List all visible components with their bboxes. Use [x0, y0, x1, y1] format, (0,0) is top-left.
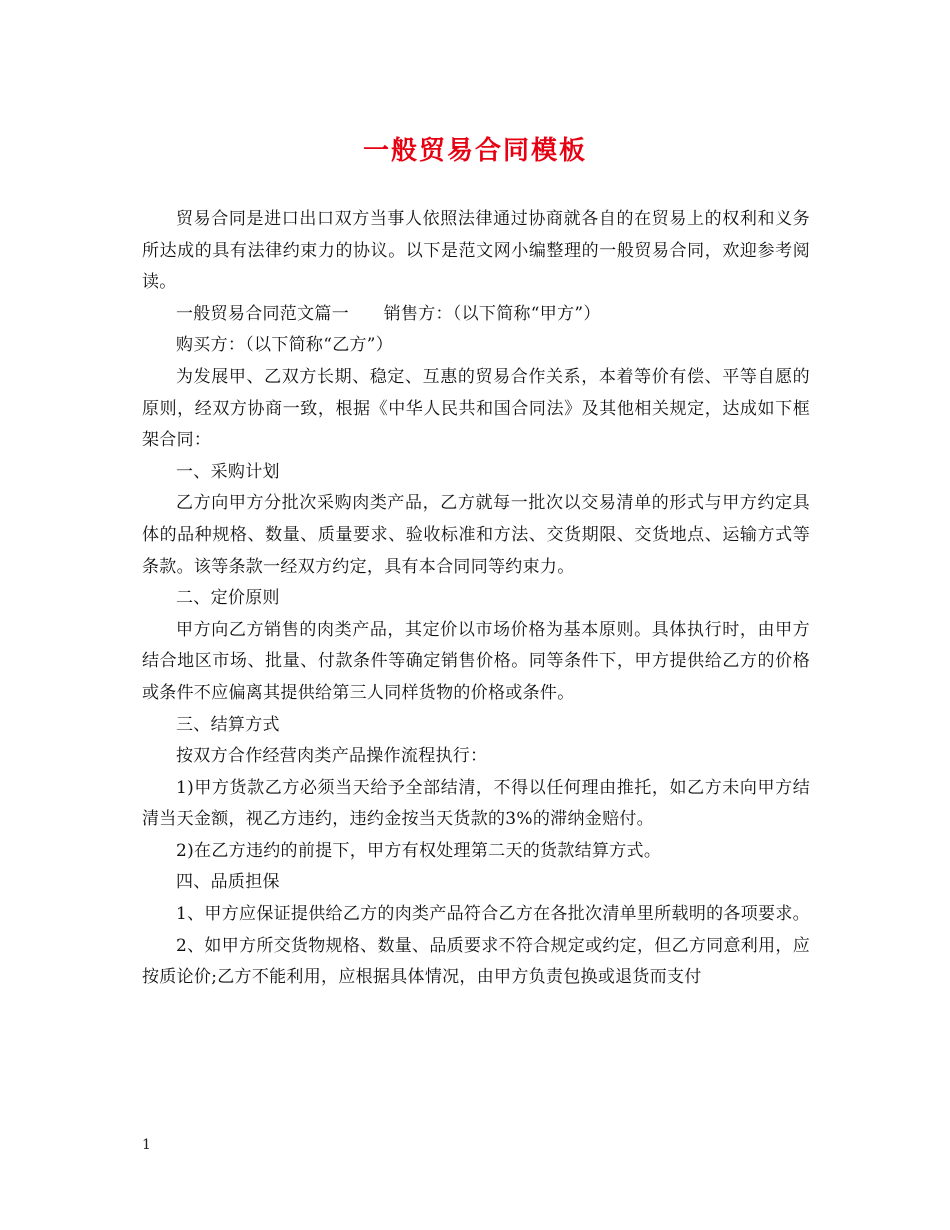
paragraph-settlement: 按双方合作经营肉类产品操作流程执行：: [176, 746, 488, 767]
paragraph-preamble: 为发展甲、乙双方长期、稳定、互惠的贸易合作关系，本着等价有偿、平等自愿的原则，经双方协商一致，根据《中华人民共和国合同法》及其他相关规定，达成如下框架合同：: [142, 366, 810, 451]
paragraph-quality-2: 2、如甲方所交货物规格、数量、品质要求不符合规定或约定，但乙方同意利用，应按质论价;乙方不能利用，应根据具体情况，由甲方负责包换或退货而支付: [142, 935, 810, 988]
page-number: 1: [142, 1137, 151, 1153]
paragraph-settlement-1: 1)甲方货款乙方必须当天给予全部结清，不得以任何理由推托，如乙方未向甲方结清当天金额，视乙方违约，违约金按当天货款的3%的滞纳金赔付。: [142, 777, 810, 830]
paragraph-seller: 一般贸易合同范文篇一 销售方：（以下简称“甲方”）: [176, 303, 601, 324]
section-heading-quality: 四、品质担保: [176, 872, 280, 893]
section-heading-settlement: 三、结算方式: [176, 714, 280, 735]
section-heading-pricing: 二、定价原则: [176, 588, 280, 609]
paragraph-settlement-2: 2)在乙方违约的前提下，甲方有权处理第二天的货款结算方式。: [176, 840, 662, 861]
paragraph-buyer: 购买方：（以下简称“乙方”）: [176, 335, 394, 356]
paragraph-pricing: 甲方向乙方销售的肉类产品，其定价以市场价格为基本原则。具体执行时，由甲方结合地区市场、批量、付款条件等确定销售价格。同等条件下，甲方提供给乙方的价格或条件不应偏离其提供给第三人同样货物的价格或条件。: [142, 619, 810, 703]
paragraph-quality-1: 1、甲方应保证提供给乙方的肉类产品符合乙方在各批次清单里所载明的各项要求。: [176, 904, 810, 925]
document-body: [142, 204, 810, 994]
document-title: 一般贸易合同模板: [362, 136, 587, 166]
section-heading-purchase-plan: 一、采购计划: [176, 461, 280, 482]
paragraph-purchase-plan: 乙方向甲方分批次采购肉类产品，乙方就每一批次以交易清单的形式与甲方约定具体的品种规格、数量、质量要求、验收标准和方法、交货期限、交货地点、运输方式等条款。该等条款一经双方约定，具有本合同同等约束力。: [142, 493, 810, 577]
paragraph-intro: 贸易合同是进口出口双方当事人依照法律通过协商就各自的在贸易上的权利和义务所达成的具有法律约束力的协议。以下是范文网小编整理的一般贸易合同，欢迎参考阅读。: [142, 209, 810, 293]
